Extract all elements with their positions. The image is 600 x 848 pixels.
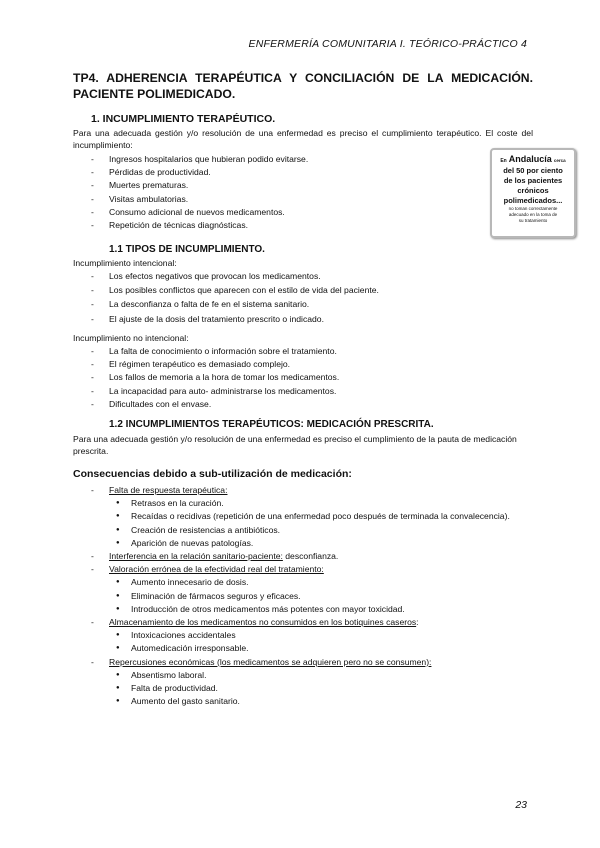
list-item: - La desconfianza o falta de fe en el sistema sanitario. (73, 298, 533, 311)
list-item (73, 563, 533, 576)
sub-list-item: ● Falta de productividad. (73, 682, 533, 695)
list-item (73, 656, 533, 669)
callout-pre: En (500, 158, 507, 164)
list-item: - Ingresos hospitalarios que hubieran podido evitarse. (73, 153, 473, 166)
section-1-1-heading: 1.1 TIPOS DE INCUMPLIMIENTO. (109, 244, 265, 255)
list-item (73, 550, 533, 563)
callout-line3: de los pacientes (503, 176, 563, 185)
list-item: - Repetición de técnicas diagnósticas. (73, 219, 473, 232)
list-item: - Consumo adicional de nuevos medicamentos. (73, 206, 473, 219)
g1-label: Falta de respuesta terapéutica: (109, 485, 228, 495)
unintentional-list (73, 345, 533, 411)
list-item: - Los efectos negativos que provocan los medicamentos. (73, 270, 533, 283)
list-item: - La incapacidad para auto- administrarse los medicamentos. (73, 385, 533, 398)
section-1-2-intro: Para una adecuada gestión y/o resolución de una enfermedad es preciso el cumplimiento de la pauta de medicación prescrita. (73, 434, 517, 456)
g2-rest: desconfianza. (282, 551, 339, 562)
callout-line6: no toman correctamente (508, 206, 558, 211)
callout-line7: adecuado en la toma de (508, 212, 558, 217)
sub-list-item: ● Aumento del gasto sanitario. (73, 695, 533, 708)
sub-list-item: ● Recaídas o recidivas (repetición de una enfermedad poco después de terminada la convalecencia). (73, 510, 533, 523)
list-item: - La falta de conocimiento o información sobre el tratamiento. (73, 345, 533, 358)
list-item: - Muertes prematuras. (73, 179, 473, 192)
list-item: - Visitas ambulatorias. (73, 193, 473, 206)
consequences-list (73, 484, 533, 708)
unintentional-label: Incumplimiento no intencional: (73, 333, 189, 343)
sub-list-item: ● Automedicación irresponsable. (73, 642, 533, 655)
running-header: ENFERMERÍA COMUNITARIA I. TEÓRICO-PRÁCTICO 4 (248, 38, 527, 50)
intentional-list (73, 270, 533, 326)
list-item (73, 484, 533, 497)
list-item: - Los posibles conflictos que aparecen con el estilo de vida del paciente. (73, 284, 533, 297)
section-1-2-heading: 1.2 INCUMPLIMIENTOS TERAPÉUTICOS: MEDICACIÓN PRESCRITA. (109, 419, 434, 430)
g4-rest: : (416, 617, 419, 628)
intentional-label: Incumplimiento intencional: (73, 258, 177, 268)
callout-line4: crónicos (517, 186, 549, 195)
list-item: - El régimen terapéutico es demasiado complejo. (73, 358, 533, 371)
list-item: - El ajuste de la dosis del tratamiento prescrito o indicado. (73, 313, 533, 326)
sub-list-item: ● Aumento innecesario de dosis. (73, 576, 533, 589)
sub-list-item: ● Aparición de nuevas patologías. (73, 537, 533, 550)
sub-list-item: ● Creación de resistencias a antibióticos. (73, 524, 533, 537)
callout-line2: del 50 por ciento (503, 166, 563, 175)
list-item: - Dificultades con el envase. (73, 398, 533, 411)
list-item (73, 616, 533, 629)
g5-label: Repercusiones económicas (los medicamentos se adquieren pero no se consumen): (109, 656, 432, 667)
callout-region: Andalucía (508, 154, 552, 164)
section-1-intro: Para una adecuada gestión y/o resolución de una enfermedad es preciso el cumplimiento terapéutico. El coste del incumplimiento: (73, 128, 533, 150)
sub-list-item: ● Retrasos en la curación. (73, 497, 533, 510)
callout-post: cerca (553, 158, 566, 163)
sub-list-item: ● Absentismo laboral. (73, 669, 533, 682)
consequences-heading: Consecuencias debido a sub-utilización de medicación: (73, 468, 352, 480)
g4-label: Almacenamiento de los medicamentos no consumidos en los botiquines caseros (109, 617, 417, 628)
callout-line5: polimedicados... (503, 196, 563, 205)
sub-list-item: ● Introducción de otros medicamentos más potentes con mayor toxicidad. (73, 603, 533, 616)
page-title: TP4. ADHERENCIA TERAPÉUTICA Y CONCILIACIÓN DE LA MEDICACIÓN. PACIENTE POLIMEDICADO. (73, 71, 533, 101)
callout-line8: su tratamiento (518, 218, 548, 223)
andalucia-callout-image (490, 148, 576, 238)
sub-list-item: ● Intoxicaciones accidentales (73, 629, 533, 642)
sub-list-item: ● Eliminación de fármacos seguros y eficaces. (73, 590, 533, 603)
section-1-heading: 1. INCUMPLIMIENTO TERAPÉUTICO. (91, 113, 276, 125)
section-1-list (73, 153, 473, 232)
list-item: - Los fallos de memoria a la hora de tomar los medicamentos. (73, 371, 533, 384)
g2-label: Interferencia en la relación sanitario-paciente: (109, 551, 283, 562)
g3-label: Valoración errónea de la efectividad real del tratamiento: (109, 564, 324, 575)
page-number: 23 (515, 799, 527, 811)
list-item: - Pérdidas de productividad. (73, 166, 473, 179)
